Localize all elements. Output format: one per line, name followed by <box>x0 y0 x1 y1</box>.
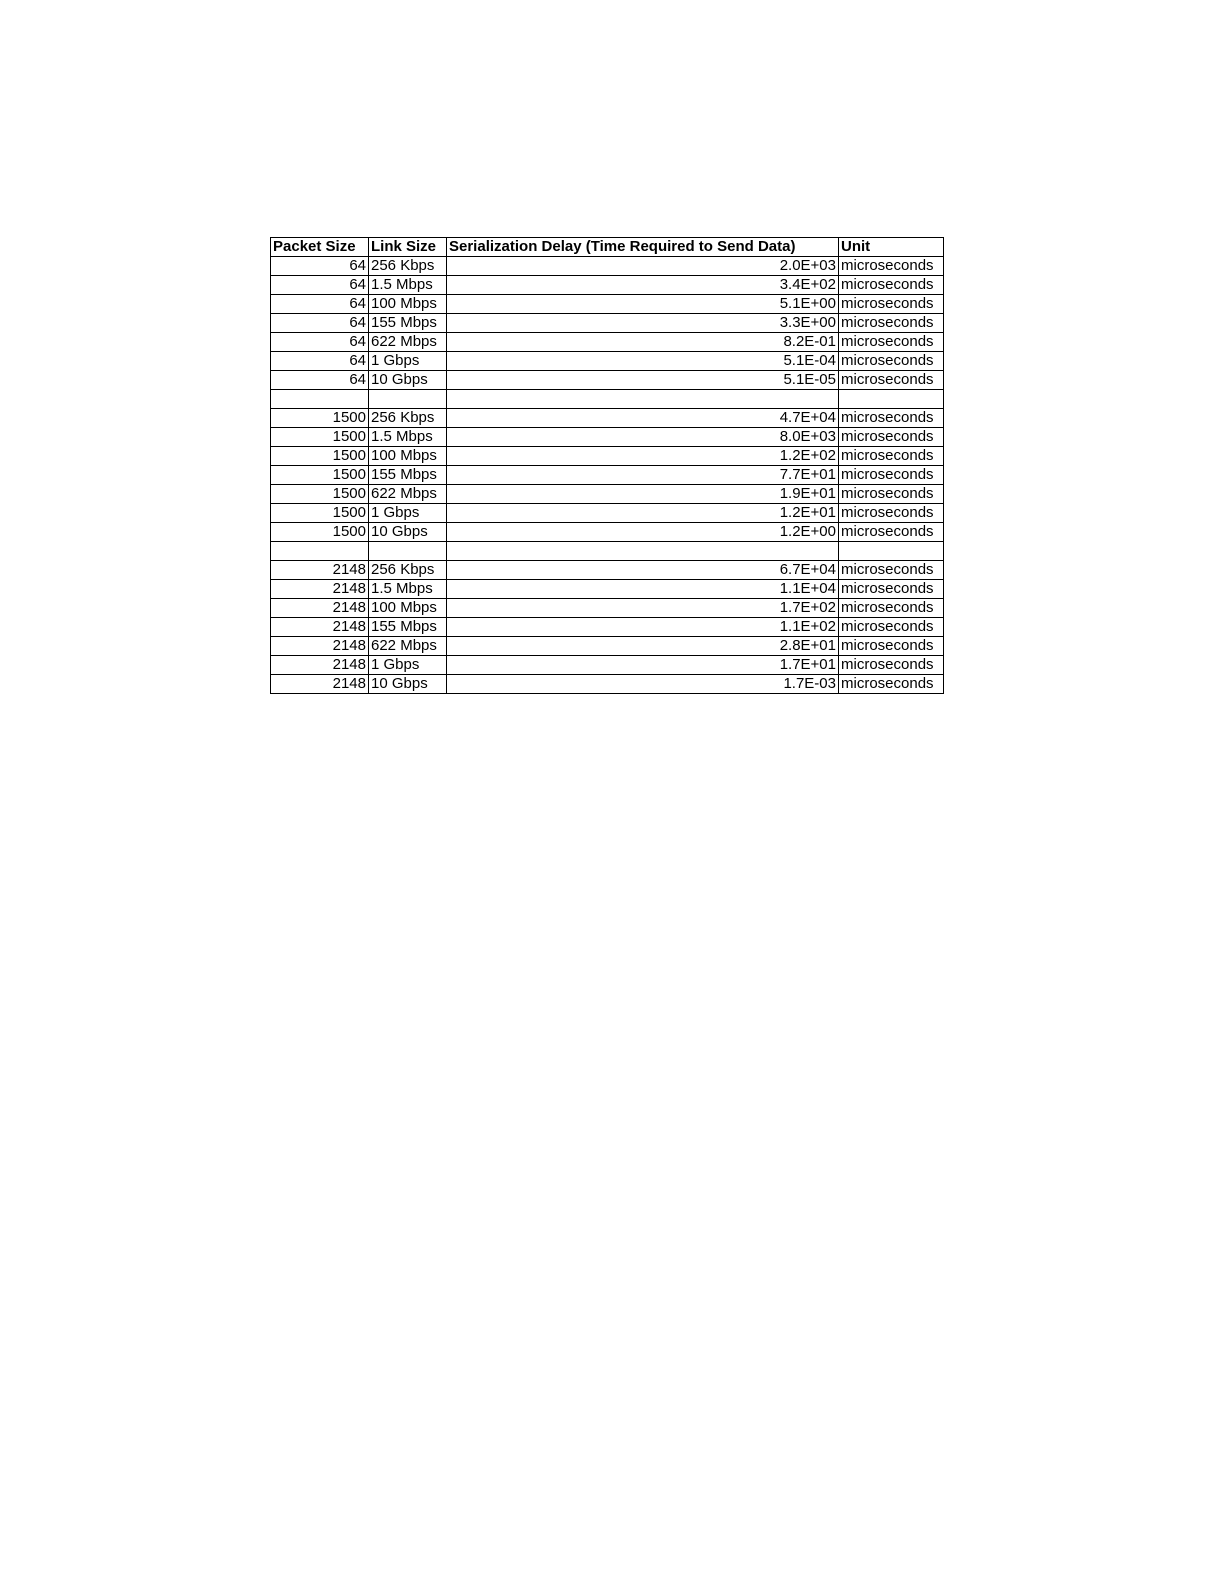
cell-serialization-delay: 1.2E+00 <box>447 523 839 542</box>
cell-packet-size: 64 <box>271 314 369 333</box>
table-row <box>271 295 944 314</box>
cell-serialization-delay: 5.1E+00 <box>447 295 839 314</box>
cell-unit: microseconds <box>839 637 944 656</box>
cell-packet-size: 1500 <box>271 409 369 428</box>
cell-link-size: 622 Mbps <box>369 485 447 504</box>
cell-link-size: 10 Gbps <box>369 523 447 542</box>
cell-packet-size: 1500 <box>271 523 369 542</box>
serialization-delay-table <box>270 237 944 694</box>
cell-packet-size <box>271 390 369 409</box>
cell-link-size: 256 Kbps <box>369 409 447 428</box>
cell-unit: microseconds <box>839 618 944 637</box>
cell-serialization-delay: 1.1E+04 <box>447 580 839 599</box>
cell-packet-size: 64 <box>271 295 369 314</box>
table-row <box>271 504 944 523</box>
cell-packet-size: 64 <box>271 371 369 390</box>
cell-link-size: 155 Mbps <box>369 618 447 637</box>
table-row <box>271 428 944 447</box>
table-row <box>271 333 944 352</box>
cell-link-size: 155 Mbps <box>369 466 447 485</box>
cell-serialization-delay: 1.2E+01 <box>447 504 839 523</box>
cell-serialization-delay: 1.7E-03 <box>447 675 839 694</box>
cell-link-size: 10 Gbps <box>369 675 447 694</box>
table-spacer-row <box>271 542 944 561</box>
cell-packet-size: 64 <box>271 276 369 295</box>
cell-link-size <box>369 542 447 561</box>
cell-serialization-delay: 5.1E-04 <box>447 352 839 371</box>
cell-unit: microseconds <box>839 561 944 580</box>
cell-serialization-delay: 4.7E+04 <box>447 409 839 428</box>
table-row <box>271 561 944 580</box>
cell-packet-size: 1500 <box>271 447 369 466</box>
table-row <box>271 314 944 333</box>
cell-serialization-delay: 2.8E+01 <box>447 637 839 656</box>
cell-serialization-delay: 2.0E+03 <box>447 257 839 276</box>
table-header <box>271 238 944 257</box>
cell-unit: microseconds <box>839 352 944 371</box>
cell-unit: microseconds <box>839 447 944 466</box>
cell-packet-size: 2148 <box>271 675 369 694</box>
cell-packet-size <box>271 542 369 561</box>
table-row <box>271 371 944 390</box>
header-row <box>271 238 944 257</box>
cell-serialization-delay <box>447 542 839 561</box>
cell-serialization-delay: 1.9E+01 <box>447 485 839 504</box>
cell-serialization-delay: 3.4E+02 <box>447 276 839 295</box>
cell-packet-size: 2148 <box>271 580 369 599</box>
cell-link-size: 622 Mbps <box>369 333 447 352</box>
cell-serialization-delay: 8.0E+03 <box>447 428 839 447</box>
table-row <box>271 276 944 295</box>
cell-unit: microseconds <box>839 428 944 447</box>
cell-unit: microseconds <box>839 656 944 675</box>
cell-unit: microseconds <box>839 485 944 504</box>
cell-link-size <box>369 390 447 409</box>
cell-unit: microseconds <box>839 504 944 523</box>
header-unit: Unit <box>839 238 944 257</box>
cell-unit: microseconds <box>839 409 944 428</box>
table-row <box>271 618 944 637</box>
cell-serialization-delay: 5.1E-05 <box>447 371 839 390</box>
cell-packet-size: 2148 <box>271 599 369 618</box>
cell-packet-size: 64 <box>271 352 369 371</box>
cell-packet-size: 2148 <box>271 561 369 580</box>
cell-unit: microseconds <box>839 276 944 295</box>
cell-unit: microseconds <box>839 314 944 333</box>
cell-packet-size: 2148 <box>271 656 369 675</box>
cell-link-size: 256 Kbps <box>369 257 447 276</box>
cell-link-size: 10 Gbps <box>369 371 447 390</box>
cell-packet-size: 1500 <box>271 466 369 485</box>
cell-unit: microseconds <box>839 523 944 542</box>
cell-link-size: 155 Mbps <box>369 314 447 333</box>
header-packet-size: Packet Size <box>271 238 369 257</box>
cell-packet-size: 2148 <box>271 618 369 637</box>
table-row <box>271 637 944 656</box>
cell-serialization-delay: 1.7E+01 <box>447 656 839 675</box>
cell-link-size: 100 Mbps <box>369 295 447 314</box>
cell-serialization-delay: 1.1E+02 <box>447 618 839 637</box>
cell-link-size: 1 Gbps <box>369 504 447 523</box>
cell-packet-size: 1500 <box>271 504 369 523</box>
table-row <box>271 580 944 599</box>
cell-serialization-delay: 1.2E+02 <box>447 447 839 466</box>
table-row <box>271 485 944 504</box>
header-link-size: Link Size <box>369 238 447 257</box>
cell-link-size: 1 Gbps <box>369 352 447 371</box>
cell-serialization-delay <box>447 390 839 409</box>
cell-serialization-delay: 6.7E+04 <box>447 561 839 580</box>
header-serialization-delay: Serialization Delay (Time Required to Send Data) <box>447 238 839 257</box>
cell-serialization-delay: 3.3E+00 <box>447 314 839 333</box>
cell-unit <box>839 390 944 409</box>
table-spacer-row <box>271 390 944 409</box>
cell-unit <box>839 542 944 561</box>
cell-unit: microseconds <box>839 371 944 390</box>
table-row <box>271 257 944 276</box>
cell-link-size: 1.5 Mbps <box>369 580 447 599</box>
cell-link-size: 100 Mbps <box>369 599 447 618</box>
cell-link-size: 256 Kbps <box>369 561 447 580</box>
cell-packet-size: 1500 <box>271 428 369 447</box>
cell-serialization-delay: 7.7E+01 <box>447 466 839 485</box>
cell-packet-size: 64 <box>271 257 369 276</box>
table-row <box>271 447 944 466</box>
cell-packet-size: 1500 <box>271 485 369 504</box>
table-row <box>271 599 944 618</box>
cell-link-size: 622 Mbps <box>369 637 447 656</box>
cell-unit: microseconds <box>839 580 944 599</box>
table-row <box>271 675 944 694</box>
cell-link-size: 100 Mbps <box>369 447 447 466</box>
cell-unit: microseconds <box>839 257 944 276</box>
table-row <box>271 656 944 675</box>
cell-unit: microseconds <box>839 599 944 618</box>
cell-packet-size: 64 <box>271 333 369 352</box>
cell-serialization-delay: 8.2E-01 <box>447 333 839 352</box>
cell-unit: microseconds <box>839 333 944 352</box>
cell-link-size: 1.5 Mbps <box>369 428 447 447</box>
table-row <box>271 466 944 485</box>
table-row <box>271 352 944 371</box>
cell-serialization-delay: 1.7E+02 <box>447 599 839 618</box>
cell-unit: microseconds <box>839 295 944 314</box>
table-body <box>271 257 944 694</box>
cell-link-size: 1 Gbps <box>369 656 447 675</box>
table-row <box>271 523 944 542</box>
cell-unit: microseconds <box>839 675 944 694</box>
cell-packet-size: 2148 <box>271 637 369 656</box>
cell-link-size: 1.5 Mbps <box>369 276 447 295</box>
table-row <box>271 409 944 428</box>
cell-unit: microseconds <box>839 466 944 485</box>
